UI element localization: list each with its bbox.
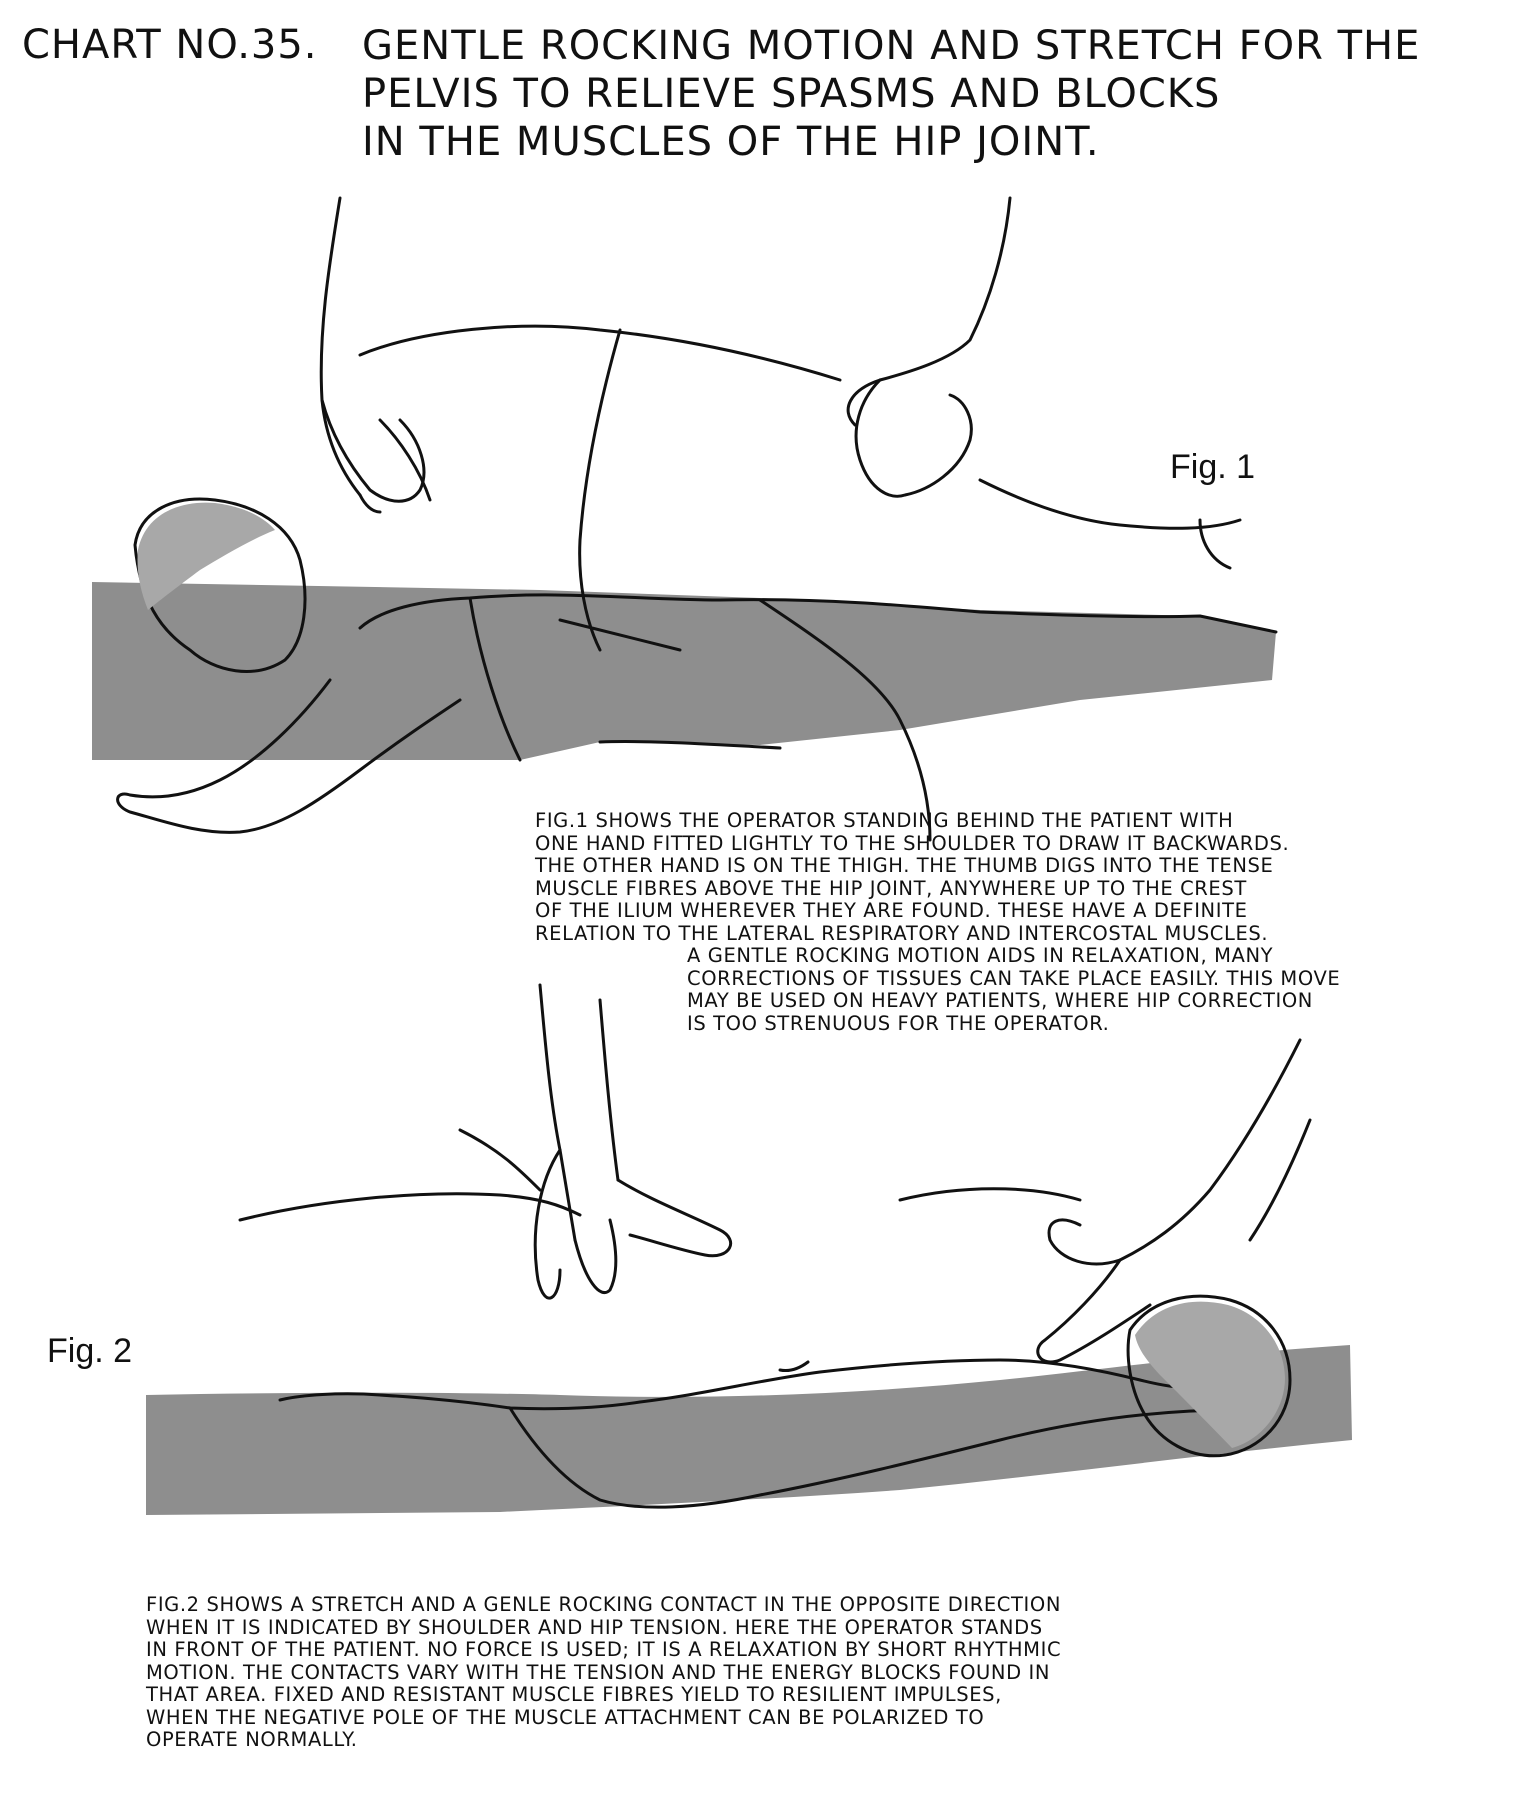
caption-line: CORRECTIONS OF TISSUES CAN TAKE PLACE EASILY. THIS MOVE bbox=[687, 966, 1341, 990]
caption-line: WHEN IT IS INDICATED BY SHOULDER AND HIP TENSION. HERE THE OPERATOR STANDS bbox=[146, 1615, 1043, 1639]
caption-line: THAT AREA. FIXED AND RESISTANT MUSCLE FIBRES YIELD TO RESILIENT IMPULSES, bbox=[146, 1683, 1002, 1706]
caption-line: FIG.1 SHOWS THE OPERATOR STANDING BEHIND THE PATIENT WITH bbox=[535, 809, 1234, 832]
fig1-label: Fig. 1 bbox=[1170, 448, 1256, 486]
caption-line: OPERATE NORMALLY. bbox=[146, 1728, 358, 1751]
caption-line: FIG.2 SHOWS A STRETCH AND A GENLE ROCKING CONTACT IN THE OPPOSITE DIRECTION bbox=[146, 1593, 1062, 1616]
caption-line: ONE HAND FITTED LIGHTLY TO THE SHOULDER TO DRAW IT BACKWARDS. bbox=[535, 831, 1290, 855]
fig2-illustration bbox=[146, 985, 1352, 1515]
fig2-patient-back bbox=[240, 1130, 1080, 1371]
fig1-operator-right-hand bbox=[856, 380, 971, 496]
fig2-operator-right-arm bbox=[1120, 1040, 1310, 1260]
caption-line: OF THE ILIUM WHEREVER THEY ARE FOUND. THESE HAVE A DEFINITE bbox=[535, 899, 1248, 922]
page-title bbox=[362, 22, 1492, 166]
fig2-caption bbox=[146, 1594, 1061, 1752]
fig2-operator-right-hand bbox=[1038, 1220, 1150, 1362]
caption-line: IN FRONT OF THE PATIENT. NO FORCE IS USED; IT IS A RELAXATION BY SHORT RHYTHMIC bbox=[146, 1638, 1062, 1661]
caption-line: RELATION TO THE LATERAL RESPIRATORY AND INTERCOSTAL MUSCLES. bbox=[535, 921, 1269, 945]
caption-line: IS TOO STRENUOUS FOR THE OPERATOR. bbox=[687, 1011, 1110, 1035]
fig1-illustration bbox=[92, 198, 1276, 840]
chart-number: CHART NO.35. bbox=[22, 22, 318, 68]
fig1-caption bbox=[535, 810, 1340, 1035]
fig1-table bbox=[92, 582, 1276, 760]
caption-line: WHEN THE NEGATIVE POLE OF THE MUSCLE ATTACHMENT CAN BE POLARIZED TO bbox=[146, 1705, 985, 1729]
fig2-label: Fig. 2 bbox=[47, 1332, 133, 1370]
caption-line: A GENTLE ROCKING MOTION AIDS IN RELAXATION, MANY bbox=[687, 944, 1274, 967]
title-line: PELVIS TO RELIEVE SPASMS AND BLOCKS bbox=[362, 71, 1221, 117]
caption-line: THE OTHER HAND IS ON THE THIGH. THE THUMB DIGS INTO THE TENSE bbox=[535, 854, 1274, 877]
title-line: GENTLE ROCKING MOTION AND STRETCH FOR THE bbox=[362, 23, 1421, 69]
caption-line: MOTION. THE CONTACTS VARY WITH THE TENSION AND THE ENERGY BLOCKS FOUND IN bbox=[146, 1660, 1051, 1684]
caption-line: MUSCLE FIBRES ABOVE THE HIP JOINT, ANYWHERE UP TO THE CREST bbox=[535, 876, 1247, 900]
caption-line: MAY BE USED ON HEAVY PATIENTS, WHERE HIP CORRECTION bbox=[687, 989, 1313, 1012]
title-line: IN THE MUSCLES OF THE HIP JOINT. bbox=[362, 119, 1100, 165]
